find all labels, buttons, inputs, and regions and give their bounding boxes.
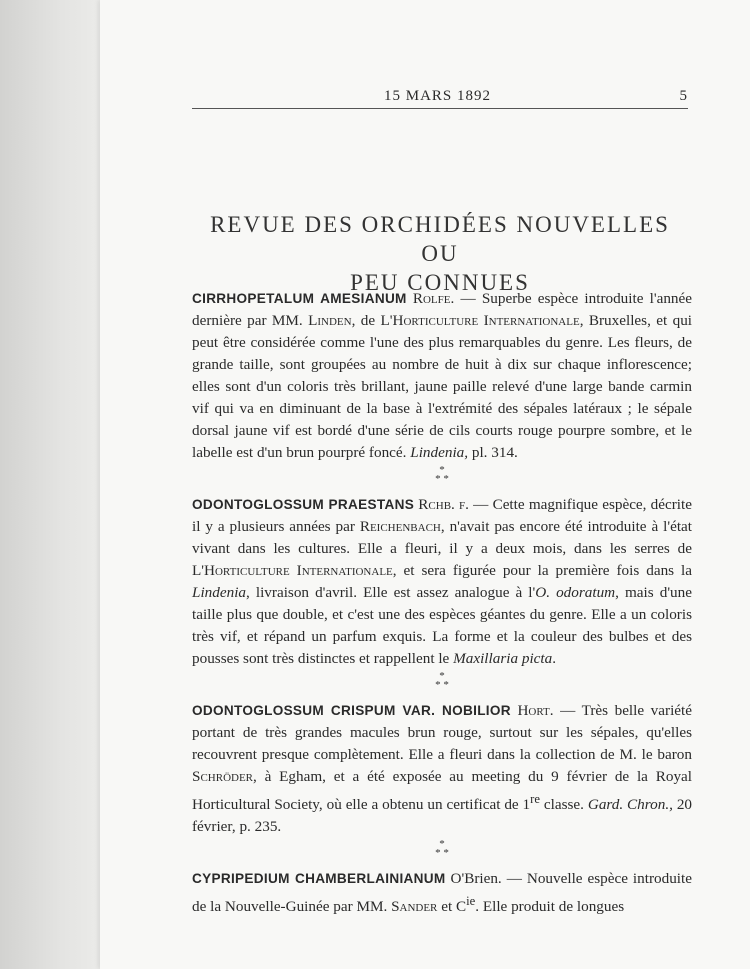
species-name: CIRRHOPETALUM AMESIANUM [192,291,407,306]
title-line-2: PEU CONNUES [350,270,530,295]
entry-text: . Elle produit de longues [475,898,625,916]
organization-name: Horticulture Internationale [204,562,393,579]
species-author: Rchb. f. [418,496,469,513]
species-reference: Maxillaria picta [453,650,553,667]
article-body [192,288,692,918]
entry-text: , livraison d'avril. Elle est assez analogue à l' [246,584,536,601]
entry-text: pl. 314. [468,444,518,461]
entry-text: et C [437,898,467,916]
entry-text: 20 février, p. 235. [192,796,693,836]
entry-paragraph [192,700,692,838]
running-header [192,88,688,108]
species-name: CYPRIPEDIUM CHAMBERLAINIANUM [192,871,446,887]
entry-text: — Cette magnifique espèce, décrite il y a plusieurs années par [192,496,692,535]
person-name: Linden [308,312,352,329]
entry-text: , mais d'une taille plus que double, et c'est une des espèces géantes du genre. Elle a un coloris très vif, et répand un parfum exquis. La forme et la couleur des bulbes et des pousses sont très distinctes et rappellent le [192,584,692,667]
person-name: Schröder [192,768,254,785]
entry-paragraph [192,494,692,670]
article-title [192,210,688,297]
species-name: ODONTOGLOSSUM PRAESTANS [192,497,415,512]
species-name: ODONTOGLOSSUM CRISPUM VAR. NOBILIOR [192,703,511,718]
header-rule [192,108,688,109]
page-number: 5 [679,88,688,104]
entry-text: . [552,650,557,667]
organization-name: Sander [391,898,438,916]
entry-text: , à Egham, et a été exposée au meeting du 9 février de la Royal Horticultural Society, où elle a obtenu un certificat de 1 [192,768,692,814]
species-author: Rolfe. [412,290,455,307]
reference-title: Lindenia [192,584,247,601]
entry-text: , de L' [351,312,393,329]
entry-text: — Très belle variété portant de très grandes macules brun rouge, surtout sur les sépales, qu'elles recouvrent presque complètement. Elle a fleuri dans la collection de M. le baron [192,702,692,763]
header-date: 15 MARS 1892 [384,88,492,104]
entry-text: , et sera figurée pour la première fois dans la [392,562,692,579]
reference-title: Lindenia, [410,444,469,461]
entry-text: classe. [540,796,588,814]
reference-title: Gard. Chron., [587,796,673,814]
entry-text: , n'avait pas encore été introduite à l'état vivant dans les cultures. Elle a fleuri, il y a deux mois, dans les serres de L' [192,518,692,579]
entry-paragraph [192,868,692,918]
species-reference: O. odoratum [535,584,616,601]
section-separator: * * * [435,464,449,485]
entry-paragraph [192,288,692,464]
title-line-1: REVUE DES ORCHIDÉES NOUVELLES OU [210,212,670,266]
organization-name: Horticulture Internationale [392,312,580,329]
entry-text: , Bruxelles, et qui peut être considérée comme l'une des plus remarquables du genre. Les fleurs, de grande taille, sont groupées au nombre de huit à dix sur chaque inflorescence; elles sont d'un coloris très brillant, jaune paille relevé d'une large bande carmin vif qui va en diminuant de la base à l'extrémité des sépales latéraux ; le sépale dorsal jaune vif est bordé d'une série de cils courts rouge pourpre sombre, et le labelle est d'un brun pourpré foncé. [192,312,693,461]
species-author: Hort. [517,702,554,719]
entry-text: — Nouvelle espèce introduite de la Nouvelle-Guinée par MM. [192,870,692,916]
entry-text: — Superbe espèce introduite l'année dernière par MM. [192,290,692,329]
person-name: Reichenbach [359,518,441,535]
superscript: ie [466,894,476,909]
book-gutter [0,0,112,969]
species-author: O'Brien. [450,870,502,888]
section-separator: * * * [435,670,449,691]
section-separator: * * * [435,838,449,860]
superscript: re [530,792,540,806]
